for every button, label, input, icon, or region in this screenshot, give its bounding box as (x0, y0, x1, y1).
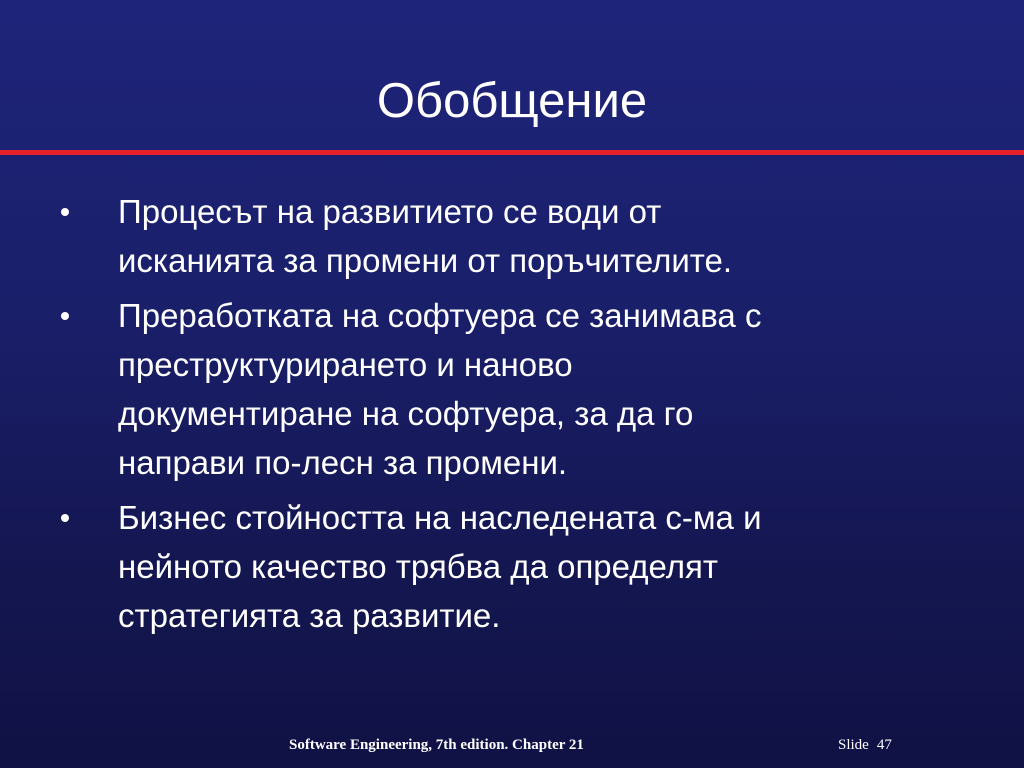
bullet-text (118, 187, 918, 285)
footer-text: Software Engineering, 7th edition. Chapter 21 (289, 737, 584, 753)
slide-title: Обобщение (376, 74, 648, 128)
bullet-line: Преработката на софтуера се занимава с (118, 297, 762, 334)
bullet-line: нейното качество трябва да определят (118, 548, 719, 585)
bullet-dot-icon (61, 312, 69, 320)
bullet-line: стратегията за развитие. (118, 597, 501, 634)
bullet-line: исканията за промени от поръчителите. (118, 242, 733, 279)
bullet-dot-icon (61, 514, 69, 522)
slide-number-value: 47 (876, 737, 892, 753)
bullet-text (118, 291, 918, 487)
bullet-line: Процесът на развитието се води от (118, 193, 662, 230)
bullet-item (0, 493, 1024, 640)
title-divider (0, 150, 1024, 155)
bullet-list (0, 187, 1024, 646)
bullet-dot-icon (61, 208, 69, 216)
bullet-text (118, 493, 918, 640)
bullet-line: документиране на софтуера, за да го (118, 395, 694, 432)
bullet-line: преструктурирането и наново (118, 346, 573, 383)
bullet-line: Бизнес стойността на наследената с-ма и (118, 499, 762, 536)
bullet-item (0, 187, 1024, 285)
slide-number (838, 737, 892, 754)
bullet-line: направи по-лесн за промени. (118, 444, 568, 481)
slide-label: Slide (838, 737, 869, 753)
bullet-item (0, 291, 1024, 487)
